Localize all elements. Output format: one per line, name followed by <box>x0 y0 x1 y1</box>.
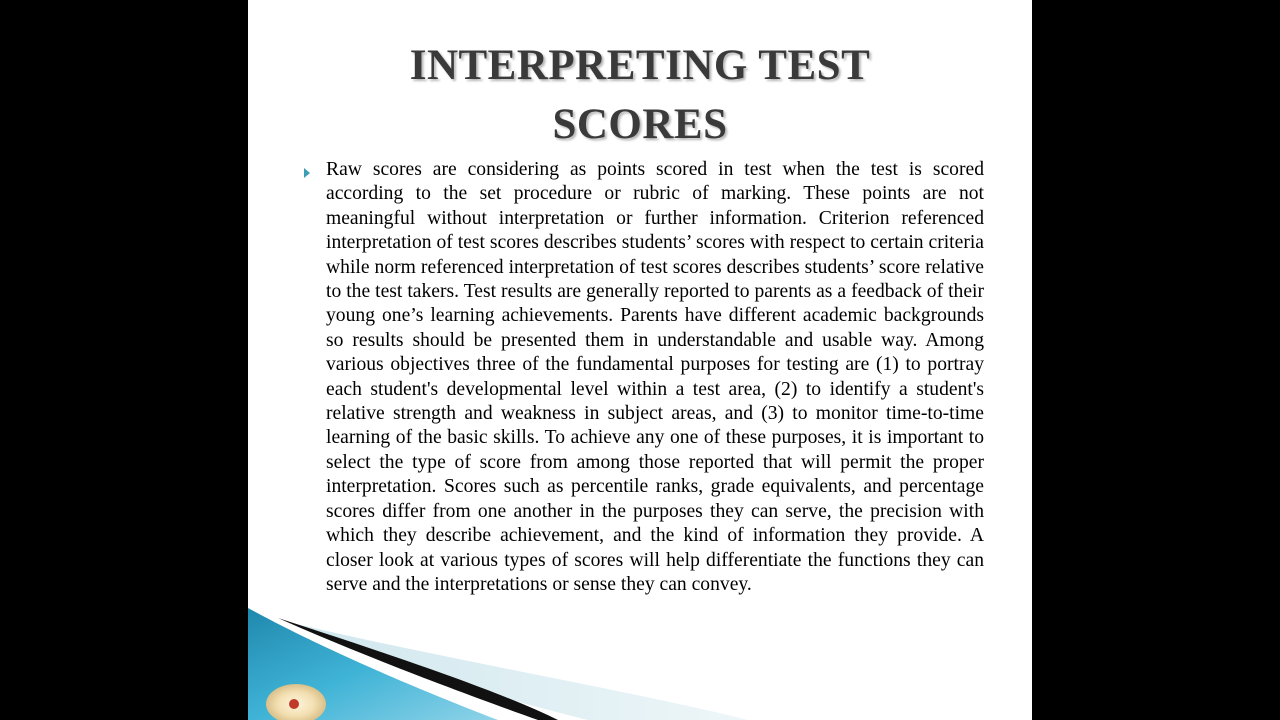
bullet-text: Raw scores are considering as points scored in test when the test is scored according to the set procedure or rubric of marking. These points are not meaningful without interpretation or further information. Criterion referenced interpretation of test scores describes students’ scores with respect to certain criteria while norm referenced interpretation of test scores describes students’ score relative to the test takers. Test results are generally reported to parents as a feedback of their young one’s learning achievements. Parents have different academic backgrounds so results should be presented them in understandable and usable way. Among various objectives three of the fundamental purposes for testing are (1) to portray each student's developmental level within a test area, (2) to identify a student's relative strength and weakness in subject areas, and (3) to monitor time-to-time learning of the basic skills. To achieve any one of these purposes, it is important to select the type of score from among those reported that will permit the proper interpretation. Scores such as percentile ranks, grade equivalents, and percentage scores differ from one another in the purposes they can serve, the precision with which they describe achievement, and the kind of information they provide. A closer look at various types of scores will help differentiate the functions they can serve and the interpretations or sense they can convey. <box>326 159 984 595</box>
corner-wave-decoration <box>248 600 1032 720</box>
slide-title-line-2: SCORES <box>552 101 728 148</box>
slide-title <box>248 36 1032 154</box>
presentation-slide <box>248 0 1032 720</box>
red-dot-shape <box>289 699 299 709</box>
triangle-bullet-icon <box>304 168 310 178</box>
slide-title-line-1: INTERPRETING TEST <box>409 42 871 89</box>
